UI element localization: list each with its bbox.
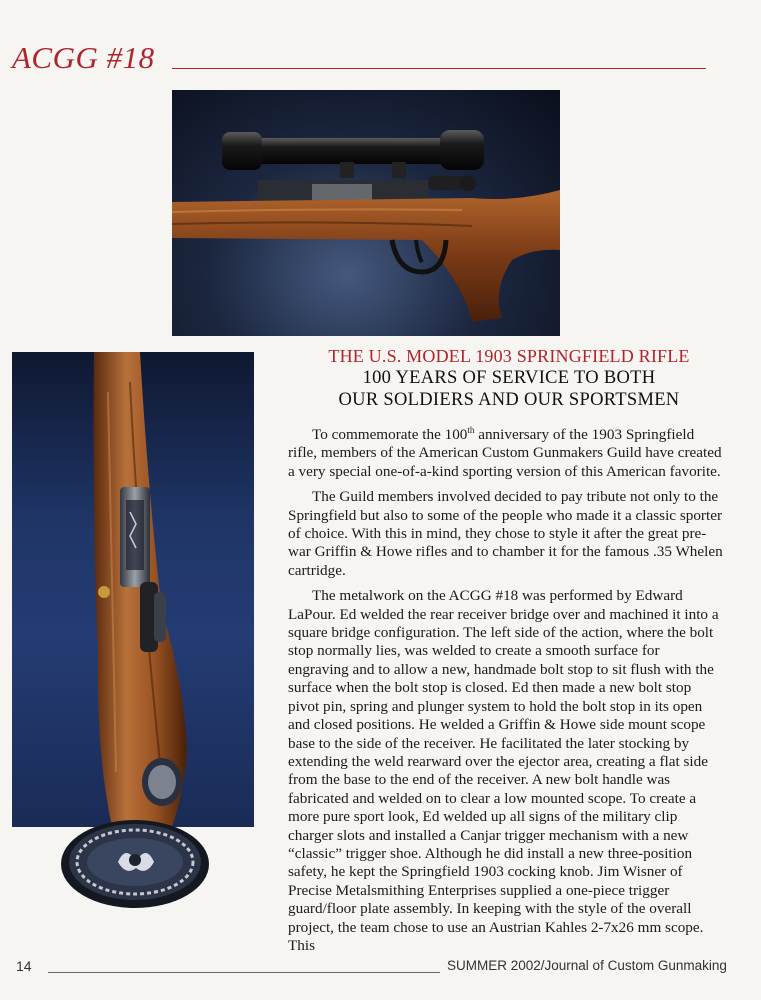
rifle-stock-photo xyxy=(12,352,254,827)
article-paragraph-3: The metalwork on the ACGG #18 was performed by Edward LaPour. Ed welded the rear receiver bridge over and machined it into a square bridge configuration. The left side of the action, where the bolt stop normally lies, was welded to create a smooth surface for engraving and to allow a new, handmade bolt stop to sit flush with the surface when the bolt stop is closed. Ed then made a new bolt stop pivot pin, spring and plunger system to hold the bolt stop in its open and closed positions. He welded a Griffin & Howe side mount scope base to the side of the receiver. He facilitated the later stocking by extending the weld rearward over the ejector area, creating a flat side from the base to the end of the receiver. A new bolt handle was fabricated and welded on to clear a low mounted scope. To create a more pure sport look, Ed welded up all signs of the military clip charger slots and installed a Canjar trigger mechanism with a new “classic” trigger shoe. Although he did install a new three-position safety, he kept the Springfield 1903 cocking knob. Jim Wisner of Precise Metalsmithing Enterprises supplied a one-piece trigger guard/floor plate assembly. In keeping with the style of the overall project, the team chose to use an Austrian Kahles 2-7x26 mm scope. This xyxy=(288,587,719,954)
page-number: 14 xyxy=(16,958,32,974)
article-paragraph-1 xyxy=(288,426,724,481)
article-paragraph-2: The Guild members involved decided to pay tribute not only to the Springfield but also to some of the people who made it a classic sporter of choice. With this in mind, they chose to style it after the great pre-war Griffin & Howe rifles and to chamber it for the famous .35 Whelen cartridge. xyxy=(288,488,723,579)
grip-cap-illustration xyxy=(58,812,213,912)
publication-footer: SUMMER 2002/Journal of Custom Gunmaking xyxy=(447,958,727,973)
article-subheadline-line-2: OUR SOLDIERS AND OUR SPORTSMEN xyxy=(338,390,680,410)
rifle-action-illustration xyxy=(172,90,560,336)
article-body xyxy=(288,426,724,962)
p1-text-start: To commemorate the 100 xyxy=(312,426,468,443)
rifle-stock-illustration xyxy=(12,352,254,827)
rifle-action-photo xyxy=(172,90,560,336)
footer-rule xyxy=(48,972,440,973)
p1-superscript: th xyxy=(467,424,475,435)
page-section-title: ACGG #18 xyxy=(12,40,155,75)
header-rule xyxy=(172,68,706,69)
article-headline: THE U.S. MODEL 1903 SPRINGFIELD RIFLE xyxy=(328,346,690,366)
article-subheadline-line-1: 100 YEARS OF SERVICE TO BOTH xyxy=(362,368,656,388)
p1-text-end: anniversary of the 1903 Springfield rifle, members of the American Custom Gunmakers Guild have created a very special one-of-a-kind sporting version of this American favorite. xyxy=(288,426,722,480)
article-headline-block xyxy=(270,345,748,411)
grip-cap-photo xyxy=(58,812,213,912)
